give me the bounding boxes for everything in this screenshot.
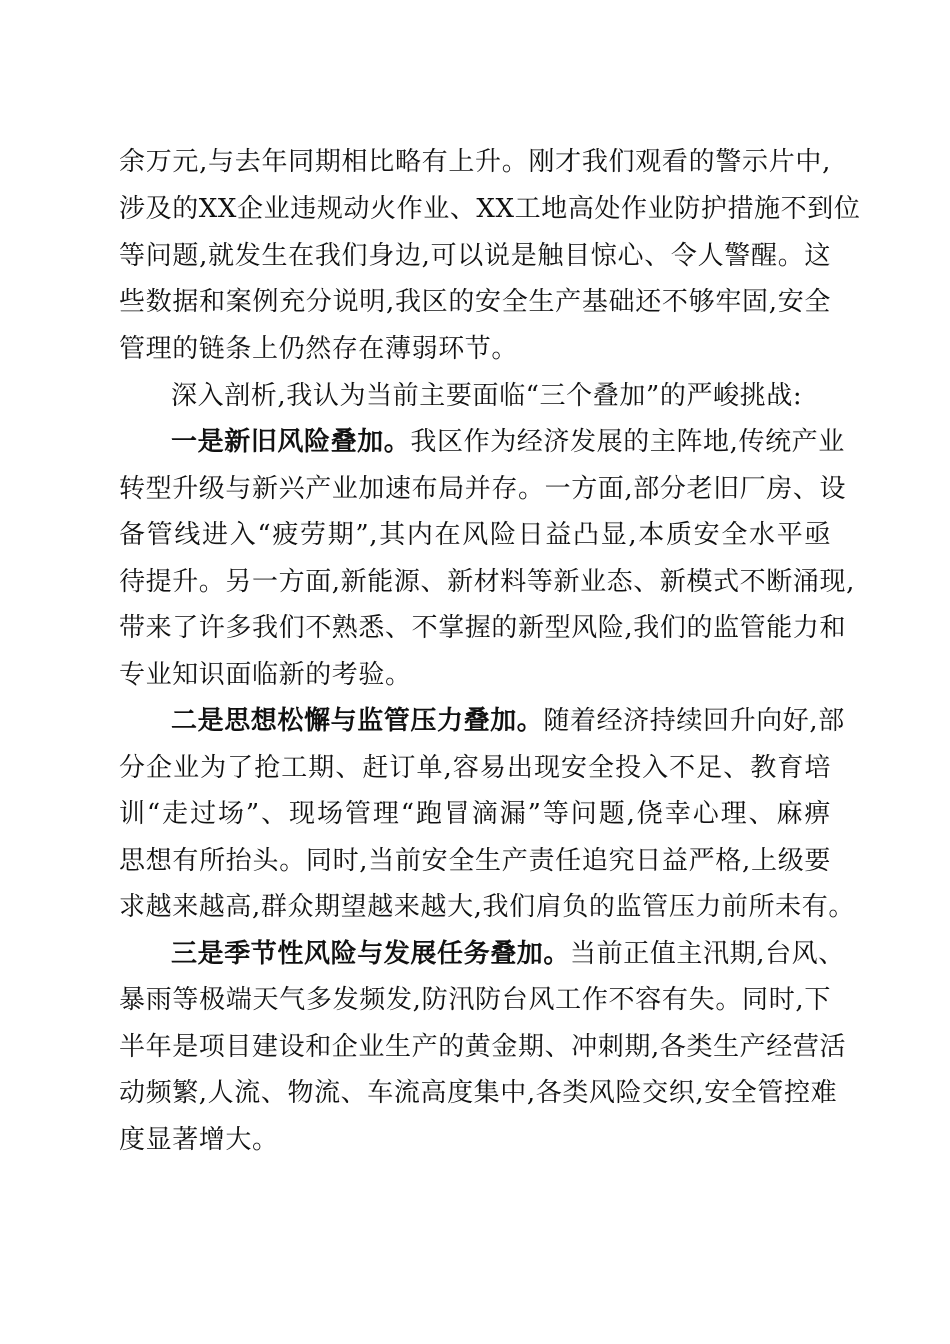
paragraph-1-line-2: 涉及的XX企业违规动火作业、XX工地高处作业防护措施不到位 [119, 194, 861, 224]
paragraph-1-line-4: 些数据和案例充分说明,我区的安全生产基础还不够牢固,安全 [119, 287, 831, 317]
paragraph-4-line-4: 思想有所抬头。同时,当前安全生产责任追究日益严格,上级要 [119, 846, 831, 876]
paragraph-3-line-1 [171, 422, 845, 462]
paragraph-3-line-4: 待提升。另一方面,新能源、新材料等新业态、新模式不断涌现, [119, 567, 855, 597]
paragraph-3-line-3: 备管线进入“疲劳期”,其内在风险日益凸显,本质安全水平亟 [119, 520, 831, 550]
paragraph-3-line-2: 转型升级与新兴产业加速布局并存。一方面,部分老旧厂房、设 [119, 474, 847, 504]
paragraph-4-line-3: 训“走过场”、现场管理“跑冒滴漏”等问题,侥幸心理、麻痹 [119, 799, 831, 829]
paragraph-3-line-5: 带来了许多我们不熟悉、不掌握的新型风险,我们的监管能力和 [119, 613, 847, 643]
paragraph-2-line-1: 深入剖析,我认为当前主要面临“三个叠加”的严峻挑战: [171, 381, 803, 411]
paragraph-5-line-5: 度显著增大。 [119, 1125, 279, 1155]
paragraph-4-line-2: 分企业为了抢工期、赶订单,容易出现安全投入不足、教育培 [119, 753, 831, 783]
paragraph-4-line-1-text: 随着经济持续回升向好,部 [543, 706, 845, 736]
paragraph-5-lead: 三是季节性风险与发展任务叠加。 [171, 939, 571, 969]
paragraph-4-line-1 [171, 701, 845, 741]
paragraph-3-line-6: 专业知识面临新的考验。 [119, 660, 412, 690]
paragraph-1-line-3: 等问题,就发生在我们身边,可以说是触目惊心、令人警醒。这 [119, 241, 831, 271]
paragraph-5-line-2: 暴雨等极端天气多发频发,防汛防台风工作不容有失。同时,下 [119, 985, 831, 1015]
paragraph-3-line-1-text: 我区作为经济发展的主阵地,传统产业 [410, 427, 845, 457]
paragraph-5-line-4: 动频繁,人流、物流、车流高度集中,各类风险交织,安全管控难 [119, 1078, 838, 1108]
paragraph-4-lead: 二是思想松懈与监管压力叠加。 [171, 706, 544, 736]
paragraph-5-line-1-text: 当前正值主汛期,台风、 [570, 939, 845, 969]
paragraph-4-line-5: 求越来越高,群众期望越来越大,我们肩负的监管压力前所未有。 [119, 892, 855, 922]
paragraph-1-line-1: 余万元,与去年同期相比略有上升。刚才我们观看的警示片中, [119, 147, 831, 177]
paragraph-3-lead: 一是新旧风险叠加。 [171, 427, 411, 457]
paragraph-5-line-1 [171, 934, 845, 974]
paragraph-1-line-5: 管理的链条上仍然存在薄弱环节。 [119, 334, 519, 364]
paragraph-5-line-3: 半年是项目建设和企业生产的黄金期、冲刺期,各类生产经营活 [119, 1032, 847, 1062]
